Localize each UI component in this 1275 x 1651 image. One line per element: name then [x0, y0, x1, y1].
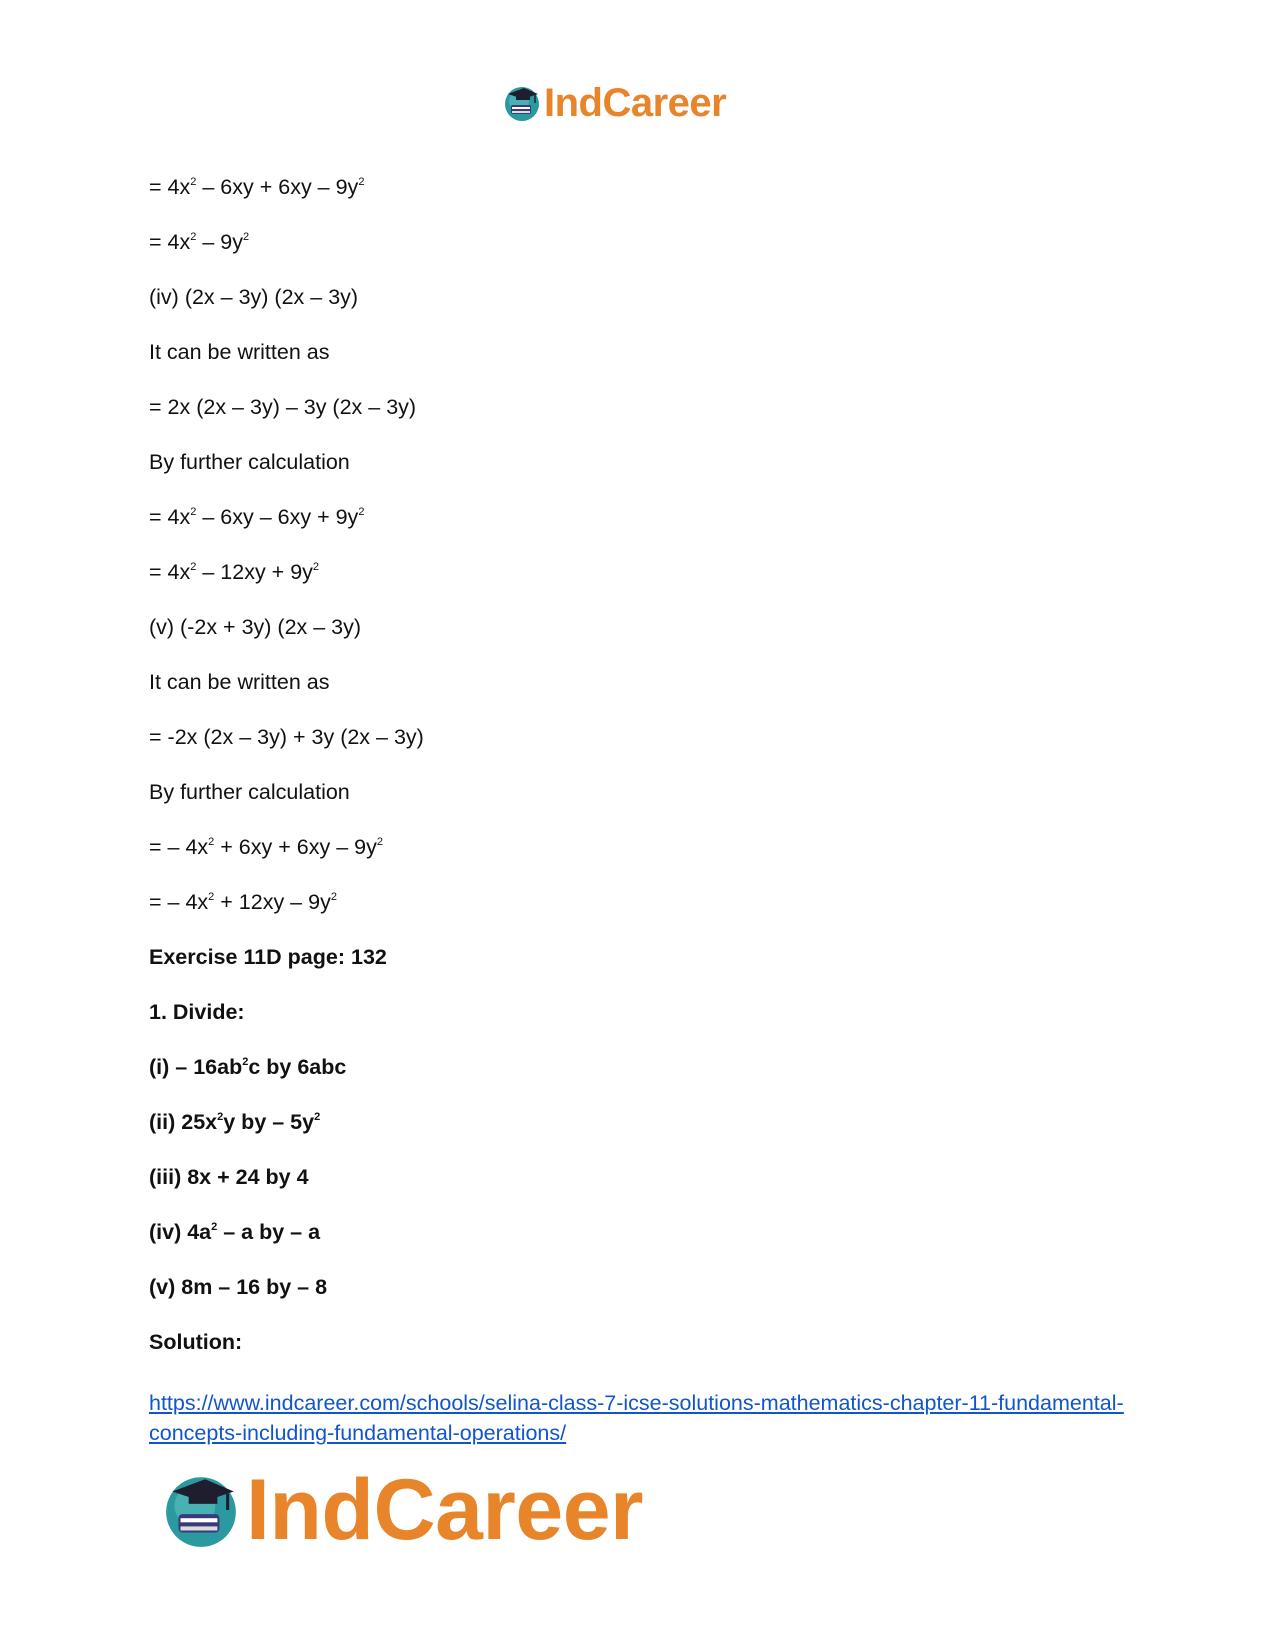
superscript: 2 — [376, 836, 383, 848]
source-link-text[interactable]: https://www.indcareer.com/schools/selina-class-7-icse-solutions-mathematics-chapter-11-fundamental-concepts-including-fundamental-operations/ — [149, 1391, 1124, 1445]
superscript: 2 — [190, 231, 197, 243]
superscript: 2 — [243, 231, 250, 243]
text-line: It can be written as — [149, 670, 330, 694]
superscript: 2 — [358, 176, 365, 188]
superscript: 2 — [358, 506, 365, 518]
graduation-book-globe-icon — [502, 83, 542, 123]
footer-logo — [160, 1462, 643, 1558]
heading-line: (iii) 8x + 24 by 4 — [149, 1165, 309, 1189]
text-line: = – $4x^2 + 6xy + 6xy - 9y^2$ — [149, 835, 383, 859]
superscript: 2 — [211, 1221, 218, 1233]
heading-line: (ii) $25x^2y$ by – $5y^2$ — [149, 1110, 321, 1134]
source-link[interactable] — [149, 1388, 1129, 1448]
superscript: 2 — [208, 836, 215, 848]
superscript: 2 — [190, 506, 197, 518]
text-line: By further calculation — [149, 780, 350, 804]
superscript: 2 — [208, 891, 215, 903]
superscript: 2 — [330, 891, 337, 903]
superscript: 2 — [314, 1111, 321, 1123]
graduation-book-globe-icon — [160, 1469, 242, 1551]
heading-line: $(i) - 16ab^2c$ by 6abc — [149, 1055, 347, 1079]
superscript: 2 — [190, 561, 197, 573]
text-line: = $4x^2 - 9y^2$ — [149, 230, 250, 254]
heading-line: 1. Divide: — [149, 1000, 245, 1024]
text-line: By further calculation — [149, 450, 350, 474]
text-line: It can be written as — [149, 340, 330, 364]
text-line: = $4x^2 - 6xy + 6xy - 9y^2$ — [149, 175, 365, 199]
superscript: 2 — [217, 1111, 224, 1123]
text-line: = 2x (2x – 3y) – 3y (2x – 3y) — [149, 395, 417, 419]
logo-text: IndCareer — [544, 81, 727, 125]
text-line: = – $4x^2 + 12xy - 9y^2$ — [149, 890, 337, 914]
superscript: 2 — [190, 176, 197, 188]
heading-line: (iv) $4a^2$ – a by – a — [149, 1220, 321, 1244]
superscript: 2 — [242, 1056, 249, 1068]
text-line: = $4x^2 - 6xy - 6xy + 9y^2$ — [149, 505, 365, 529]
heading-line: Solution: — [149, 1330, 243, 1354]
header-logo — [502, 80, 726, 126]
logo-text: IndCareer — [246, 1462, 643, 1558]
heading-line: (v) 8m – 16 by – 8 — [149, 1275, 328, 1299]
heading-line: Exercise 11D page: 132 — [149, 945, 387, 969]
text-line: = $4x^2 - 12xy + 9y^2$ — [149, 560, 320, 584]
document-body — [149, 174, 1129, 1384]
text-line: (iv) (2x – 3y) (2x – 3y) — [149, 285, 359, 309]
text-line: = -2x (2x – 3y) + 3y (2x – 3y) — [149, 725, 424, 749]
superscript: 2 — [312, 561, 320, 573]
text-line: (v) (-2x + 3y) (2x – 3y) — [149, 615, 362, 639]
